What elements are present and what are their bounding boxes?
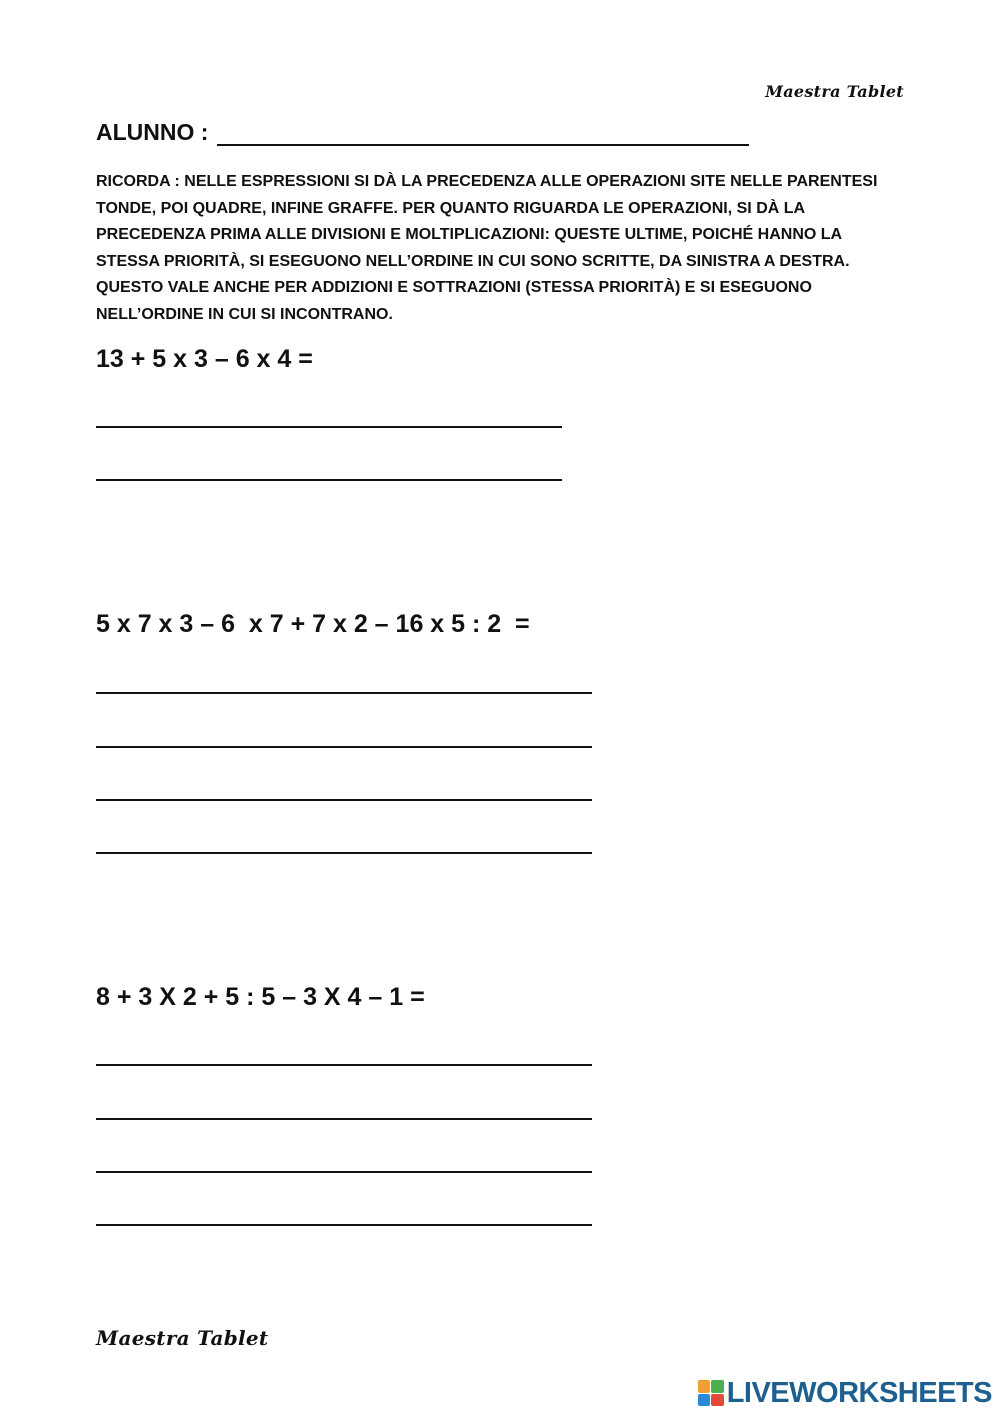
exercise-1-answer-line-2[interactable] bbox=[96, 479, 562, 481]
student-name-row bbox=[96, 118, 749, 146]
logo-square bbox=[711, 1380, 724, 1393]
exercise-3-answer-line-2[interactable] bbox=[96, 1118, 592, 1120]
student-label: ALUNNO : bbox=[96, 119, 209, 145]
exercise-1-answer-line-1[interactable] bbox=[96, 426, 562, 428]
exercise-2-answer-line-1[interactable] bbox=[96, 692, 592, 694]
reminder-text: RICORDA : NELLE ESPRESSIONI SI DÀ LA PRECEDENZA ALLE OPERAZIONI SITE NELLE PARENTESI TONDE, POI QUADRE, INFINE GRAFFE. PER QUANTO RIGUARDA LE OPERAZIONI, SI DÀ LA PRECEDENZA PRIMA ALLE DIVISIONI E MOLTIPLICAZIONI: QUESTE ULTIME, POICHÉ HANNO LA STESSA PRIORITÀ, SI ESEGUONO NELL’ORDINE IN CUI SONO SCRITTE, DA SINISTRA A DESTRA. QUESTO VALE ANCHE PER ADDIZIONI E SOTTRAZIONI (STESSA PRIORITÀ) E SI ESEGUONO NELL’ORDINE IN CUI SI INCONTRANO. bbox=[96, 173, 878, 323]
logo-square bbox=[698, 1380, 711, 1393]
logo-square bbox=[711, 1394, 724, 1407]
exercise-3-answer-line-4[interactable] bbox=[96, 1224, 592, 1226]
student-name-field[interactable] bbox=[217, 118, 749, 146]
exercise-1-expression: 13 + 5 x 3 – 6 x 4 = bbox=[96, 345, 313, 373]
exercise-2-answer-line-2[interactable] bbox=[96, 746, 592, 748]
exercise-2-answer-line-4[interactable] bbox=[96, 852, 592, 854]
exercise-3-expression: 8 + 3 X 2 + 5 : 5 – 3 X 4 – 1 = bbox=[96, 983, 425, 1011]
logo-square bbox=[698, 1394, 711, 1407]
exercise-2-expression: 5 x 7 x 3 – 6 x 7 + 7 x 2 – 16 x 5 : 2 = bbox=[96, 610, 530, 638]
liveworksheets-logo bbox=[698, 1376, 992, 1410]
exercise-2-answer-line-3[interactable] bbox=[96, 799, 592, 801]
brand-signature-top: Maestra Tablet bbox=[765, 82, 904, 101]
liveworksheets-icon bbox=[698, 1380, 724, 1406]
exercise-3-answer-line-1[interactable] bbox=[96, 1064, 592, 1066]
brand-signature-bottom: Maestra Tablet bbox=[96, 1326, 269, 1350]
exercise-3-answer-line-3[interactable] bbox=[96, 1171, 592, 1173]
liveworksheets-logo-text: LIVEWORKSHEETS bbox=[726, 1376, 992, 1409]
